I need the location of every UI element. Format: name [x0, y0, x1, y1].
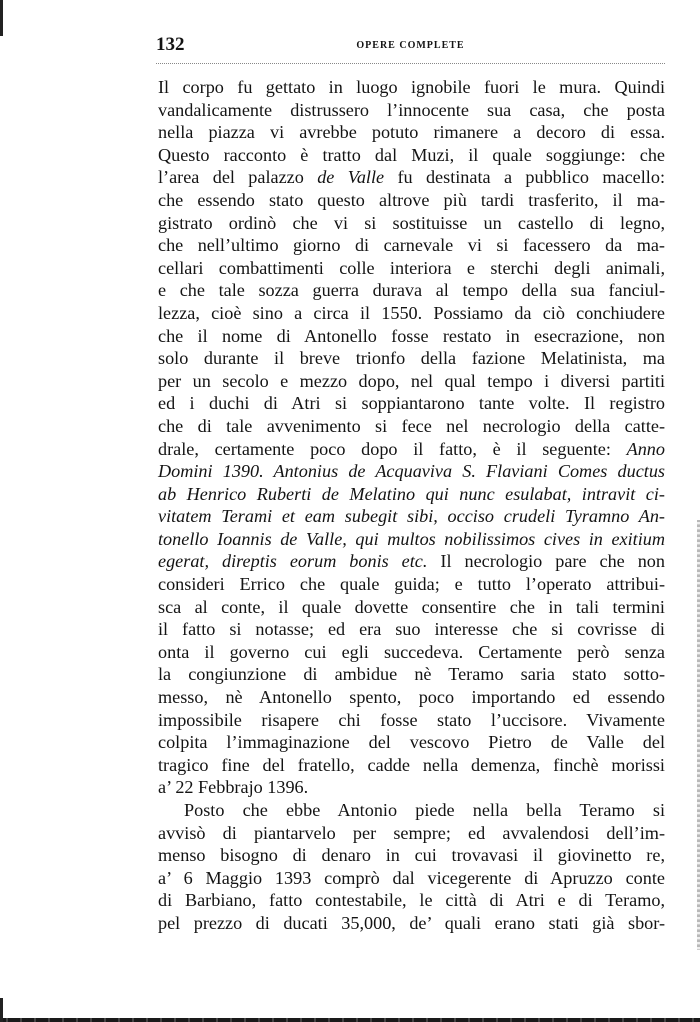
text-line: di Barbiano, fatto contestabile, le città di Atri e di Teramo,: [158, 890, 665, 911]
text-segment: drale, certamente poco dopo il fatto, è il seguente:: [158, 438, 627, 459]
text-line: [158, 166, 665, 189]
text-line: colpita l’immaginazione del vescovo Pietro de Valle del: [158, 732, 665, 753]
text-line: impossibile risapere chi fosse stato l’uccisore. Vivamente: [158, 709, 665, 730]
running-head: OPERE COMPLETE: [356, 40, 465, 51]
text-line: cellari combattimenti colle interiora e sterchi degli animali,: [158, 257, 665, 278]
italic-text: de Valle: [317, 167, 385, 188]
text-line: ed i duchi di Atri si soppiantarono tante volte. Il registro: [158, 393, 665, 414]
text-line: vandalicamente distrussero l’innocente sua casa, che posta: [158, 99, 665, 120]
italic-text: vitatem Terami et eam subegit sibi, occiso crudeli Tyramno An-: [158, 506, 665, 527]
text-line: Questo racconto è tratto dal Muzi, il quale soggiunge: che: [158, 144, 665, 165]
text-line: che di tale avvenimento si fece nel necrologio della catte-: [158, 415, 665, 436]
scan-edge-corner: [0, 998, 3, 1022]
text-line: [158, 460, 665, 483]
text-line: per un secolo e mezzo dopo, nel qual tempo i diversi partiti: [158, 370, 665, 391]
text-line: solo durante il breve trionfo della fazione Melatinista, ma: [158, 348, 665, 369]
text-segment: fu destinata a pubblico macello:: [384, 167, 665, 188]
text-line: nella piazza vi avrebbe potuto rimanere a decoro di essa.: [158, 122, 665, 143]
text-line: che il nome di Antonello fosse restato in esecrazione, non: [158, 325, 665, 346]
text-line: tragico fine del fratello, cadde nella demenza, finchè morissi: [158, 754, 665, 775]
text-line: [158, 483, 665, 506]
text-line: consideri Errico che quale guida; e tutto l’operato attribui-: [158, 574, 665, 595]
text-line: che essendo stato questo altrove più tardi trasferito, il ma-: [158, 189, 665, 210]
scan-edge-bottom: [0, 1018, 700, 1022]
text-line: sca al conte, il quale dovette consentire che in tali termini: [158, 596, 665, 617]
text-line: [158, 528, 665, 551]
scan-edge-left: [0, 0, 3, 36]
header-rule: [156, 63, 665, 64]
text-line: a’ 22 Febbrajo 1396.: [158, 777, 309, 798]
text-line: che nell’ultimo giorno di carnevale vi si facessero da ma-: [158, 235, 665, 256]
italic-text: tonello Ioannis de Valle, qui multos nobilissimos cives in exitium: [158, 528, 665, 549]
text-line: Il corpo fu gettato in luogo ignobile fuori le mura. Quindi: [158, 77, 665, 97]
italic-text: Domini 1390. Antonius de Acquaviva S. Flaviani Comes ductus: [158, 461, 665, 482]
text-line: a’ 6 Maggio 1393 comprò dal vicegerente di Apruzzo conte: [158, 867, 665, 888]
text-line: il fatto si notasse; ed era suo interesse che si covrisse di: [158, 619, 665, 640]
text-line: e che tale sozza guerra durava al tempo della sua fanciul-: [158, 280, 665, 301]
text-line: messo, nè Antonello spento, poco importando ed essendo: [158, 687, 665, 708]
text-line: [158, 550, 665, 573]
page-number: 132: [156, 34, 185, 55]
body-text: [158, 76, 665, 935]
text-line: onta il governo cui egli succedeva. Certamente però senza: [158, 641, 665, 662]
italic-text: Anno: [626, 438, 665, 459]
italic-text: egerat, direptis eorum bonis etc.: [158, 551, 428, 572]
page-header: [156, 34, 665, 58]
text-line: Posto che ebbe Antonio piede nella bella Teramo si: [184, 800, 665, 820]
text-segment: Il necrologio pare che non: [427, 551, 665, 572]
text-line: gistrato ordinò che vi si sostituisse un castello di legno,: [158, 212, 665, 233]
italic-text: ab Henrico Ruberti de Melatino qui nunc esulabat, intravit ci-: [158, 483, 665, 504]
text-segment: l’area del palazzo: [158, 167, 318, 188]
text-line: avvisò di piantarvelo per sempre; ed avvalendosi dell’im-: [158, 822, 665, 843]
text-line: lezza, cioè sino a circa il 1550. Possiamo da ciò conchiudere: [158, 302, 665, 323]
text-line: menso bisogno di denaro in cui trovavasi il giovinetto re,: [158, 845, 665, 866]
text-line: pel prezzo di ducati 35,000, de’ quali erano stati già sbor-: [158, 912, 665, 933]
text-line: la congiunzione di ambidue nè Teramo saria stato sotto-: [158, 664, 665, 685]
text-line: [158, 505, 665, 528]
text-line: [158, 438, 665, 461]
